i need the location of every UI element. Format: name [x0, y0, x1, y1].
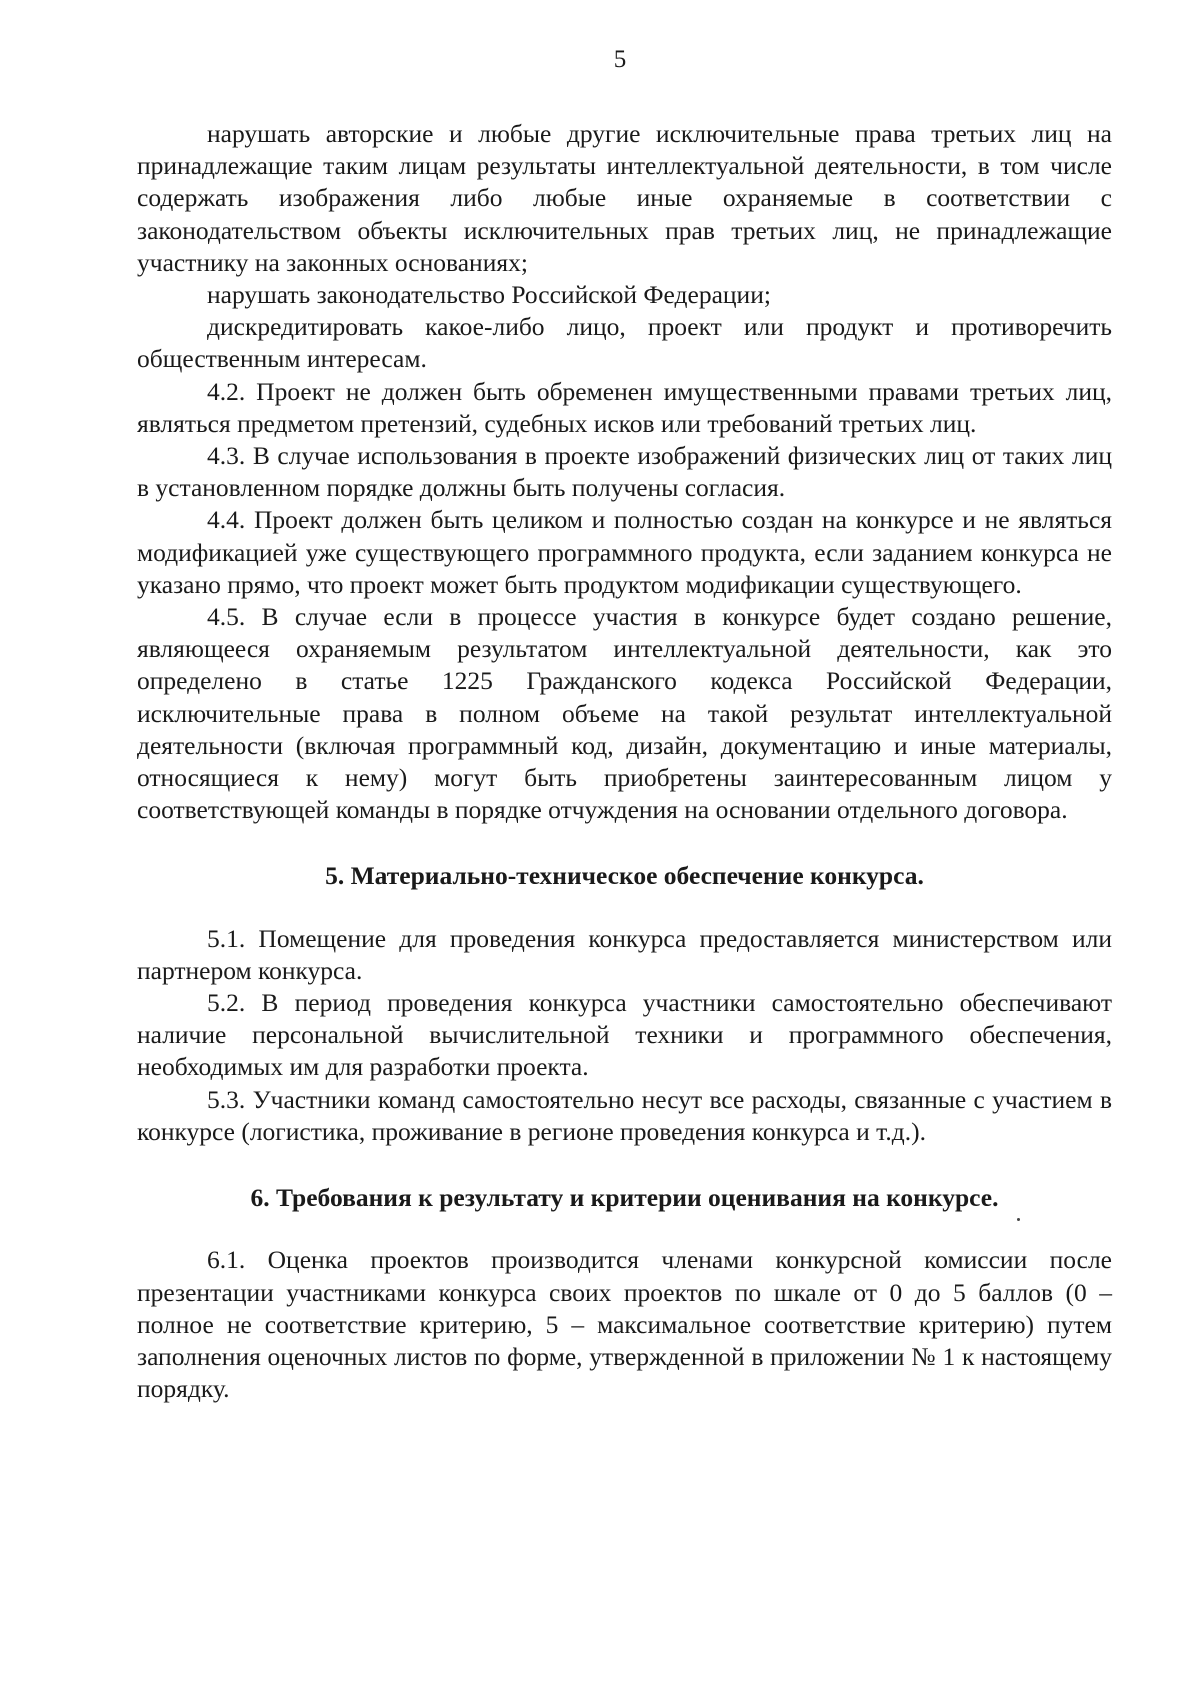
scan-speck [1017, 1218, 1020, 1221]
page-number: 5 [613, 46, 627, 73]
paragraph-law-violation: нарушать законодательство Российской Федерации; [207, 280, 771, 310]
paragraph-4-4: 4.4. Проект должен быть целиком и полностью создан на конкурсе и не являться модификацией уже существующего программного продукта, если заданием конкурса не указано прямо, что проект может быть продуктом модификации существующего. [137, 505, 1112, 599]
document-body [137, 118, 1112, 1405]
paragraph-6-1: 6.1. Оценка проектов производится членами конкурсной комиссии после презентации участниками конкурса своих проектов по шкале от 0 до 5 баллов (0 – полное не соответствие критерию, 5 – максимальное соответствие критерию) путем заполнения оценочных листов по форме, утвержденной в приложении № 1 к настоящему порядку. [137, 1245, 1112, 1404]
paragraph-5-1: 5.1. Помещение для проведения конкурса предоставляется министерством или партнером конкурса. [137, 923, 1112, 985]
paragraph-copyright-violation: нарушать авторские и любые другие исключительные права третьих лиц на принадлежащие таким лицам результаты интеллектуальной деятельности, в том числе содержать изображения либо любые иные охраняемые в соответствии с законодательством объекты исключительных прав третьих лиц, не принадлежащие участнику на законных основаниях; [137, 119, 1112, 277]
paragraph-5-2: 5.2. В период проведения конкурса участники самостоятельно обеспечивают наличие персональной вычислительной техники и программного обеспечения, необходимых им для разработки проекта. [137, 988, 1112, 1082]
paragraph-4-3: 4.3. В случае использования в проекте изображений физических лиц от таких лиц в установленном порядке должны быть получены согласия. [137, 441, 1112, 503]
paragraph-4-2: 4.2. Проект не должен быть обременен имущественными правами третьих лиц, являться предметом претензий, судебных исков или требований третьих лиц. [137, 376, 1112, 438]
section-5-heading: 5. Материально-техническое обеспечение конкурса. [325, 861, 924, 891]
paragraph-discredit: дискредитировать какое-либо лицо, проект или продукт и противоречить общественным интересам. [137, 312, 1112, 374]
paragraph-4-5: 4.5. В случае если в процессе участия в конкурсе будет создано решение, являющееся охраняемым результатом интеллектуальной деятельности, как это определено в статье 1225 Гражданского кодекса Российской Федерации, исключительные права в полном объеме на такой результат интеллектуальной деятельности (включая программный код, дизайн, документацию и иные материалы, относящиеся к нему) могут быть приобретены заинтересованным лицом у соответствующей команды в порядке отчуждения на основании отдельного договора. [137, 602, 1112, 825]
paragraph-5-3: 5.3. Участники команд самостоятельно несут все расходы, связанные с участием в конкурсе (логистика, проживание в регионе проведения конкурса и т.д.). [137, 1084, 1112, 1146]
section-6-heading: 6. Требования к результату и критерии оценивания на конкурсе. [250, 1183, 999, 1213]
